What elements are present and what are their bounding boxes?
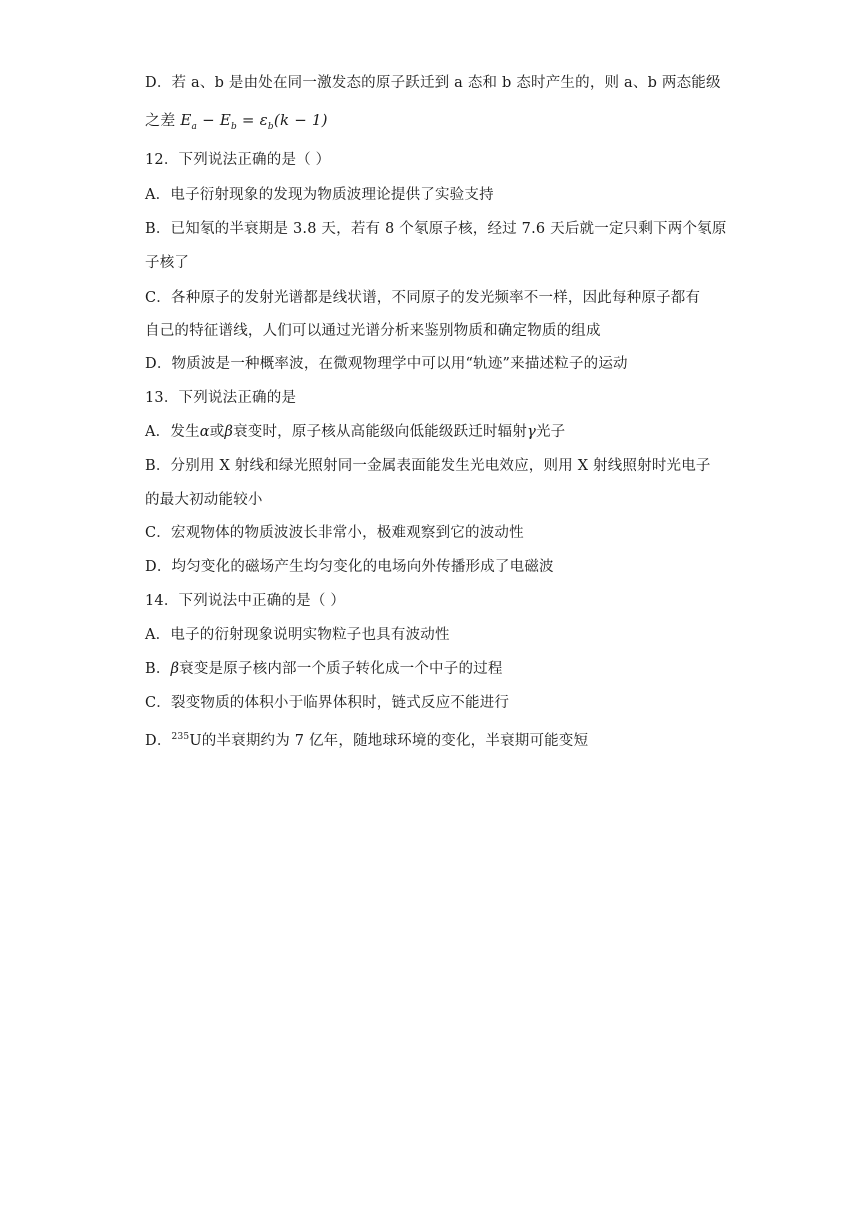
q14-option-a: A．电子的衍射现象说明实物粒子也具有波动性 — [145, 627, 450, 643]
q14-option-b: B．β衰变是原子核内部一个质子转化成一个中子的过程 — [145, 661, 503, 677]
q12-option-b-line1: B．已知氡的半衰期是 3.8 天，若有 8 个氡原子核，经过 7.6 天后就一定只剩下两个氡原 — [145, 221, 727, 237]
question-12-stem: 12．下列说法正确的是（ ） — [145, 152, 331, 168]
beta-symbol: β — [170, 661, 180, 677]
mass-number: 235 — [171, 732, 190, 742]
q12-option-a: A．电子衍射现象的发现为物质波理论提供了实验支持 — [145, 187, 494, 203]
q11-d-prefix: 之差 — [145, 111, 176, 129]
energy-difference-formula: $E_a - E_b = \varepsilon_b(k - 1)$ — [180, 111, 328, 132]
q11-option-d-line2 — [145, 110, 725, 137]
alpha-symbol: α — [199, 424, 210, 440]
gamma-symbol: γ — [527, 424, 536, 440]
q14-option-d: D．$^{235}$U的半衰期约为 7 亿年，随地球环境的变化，半衰期可能变短 — [145, 732, 589, 749]
question-13-stem: 13．下列说法正确的是 — [145, 390, 297, 406]
q13-option-a: A．发生α或β衰变时，原子核从高能级向低能级跃迁时辐射γ光子 — [145, 424, 566, 440]
q12-option-d: D．物质波是一种概率波，在微观物理学中可以用“轨迹”来描述粒子的运动 — [145, 356, 628, 372]
element-symbol: U — [189, 732, 202, 749]
q14-option-c: C．裂变物质的体积小于临界体积时，链式反应不能进行 — [145, 695, 510, 711]
q12-option-c-line1: C．各种原子的发射光谱都是线状谱，不同原子的发光频率不一样，因此每种原子都有 — [145, 290, 701, 306]
question-14-stem: 14．下列说法中正确的是（ ） — [145, 593, 346, 609]
q11-option-d-line1: D．若 a、b 是由处在同一激发态的原子跃迁到 a 态和 b 态时产生的，则 a、b 两态能级 — [145, 75, 721, 91]
q13-option-c: C．宏观物体的物质波波长非常小，极难观察到它的波动性 — [145, 525, 524, 541]
q13-option-b-line2: 的最大初动能较小 — [145, 492, 263, 508]
beta-symbol: β — [224, 424, 234, 440]
q13-option-b-line1: B．分别用 X 射线和绿光照射同一金属表面能发生光电效应，则用 X 射线照射时光电子 — [145, 458, 711, 474]
q12-option-b-line2: 子核了 — [145, 255, 190, 271]
q12-option-c-line2: 自己的特征谱线，人们可以通过光谱分析来鉴别物质和确定物质的组成 — [145, 323, 601, 339]
q13-option-d: D．均匀变化的磁场产生均匀变化的电场向外传播形成了电磁波 — [145, 559, 554, 575]
